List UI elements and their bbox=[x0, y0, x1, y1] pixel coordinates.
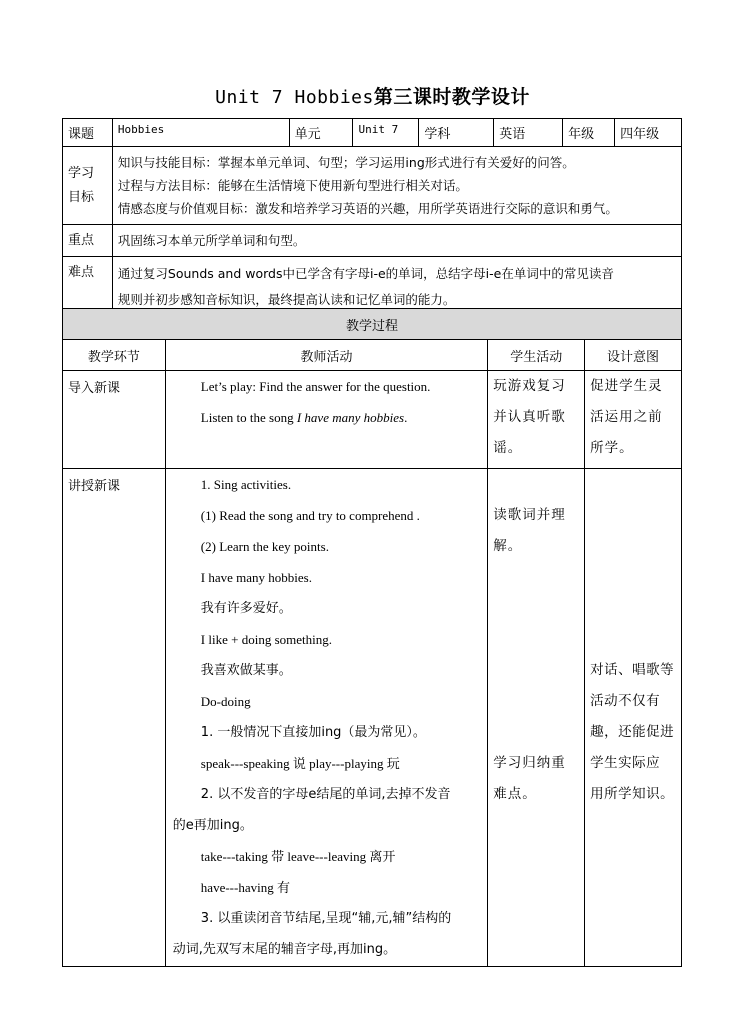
purpose-line: 趣，还能促进 bbox=[590, 724, 675, 740]
student-line: 并认真听歌 bbox=[493, 409, 566, 425]
teacher-line: 3. 以重读闭音节结尾,呈现“辅,元,辅”结构的 bbox=[200, 911, 452, 926]
col-student: 学生活动 bbox=[488, 340, 585, 371]
teacher-line: I have many hobbies. bbox=[200, 570, 312, 585]
goal-line: 知识与技能目标：掌握本单元单词、句型；学习运用ing形式进行有关爱好的问答。 bbox=[117, 155, 575, 170]
student-line: 难点。 bbox=[493, 786, 537, 802]
intro-stage: 导入新课 bbox=[63, 371, 166, 469]
goal-line: 过程与方法目标：能够在生活情境下使用新句型进行相关对话。 bbox=[117, 178, 468, 193]
subject-label: 学科 bbox=[419, 119, 494, 147]
difficult-line: 规则并初步感知音标知识，最终提高认读和记忆单词的能力。 bbox=[117, 292, 456, 307]
teacher-line: 动词,先双写末尾的辅音字母,再加ing。 bbox=[172, 942, 397, 957]
student-line: 谣。 bbox=[493, 440, 523, 456]
teacher-line: have---having 有 bbox=[200, 880, 290, 895]
key-label: 重点 bbox=[63, 225, 113, 257]
purpose-line: 活动不仅有 bbox=[590, 693, 661, 709]
new-purpose bbox=[585, 469, 682, 967]
col-teacher: 教师活动 bbox=[165, 340, 487, 371]
title-cn: 第三课时教学设计 bbox=[373, 86, 530, 108]
grade-value: 四年级 bbox=[615, 119, 682, 147]
title-latin: Unit 7 Hobbies bbox=[215, 87, 374, 108]
new-stage: 讲授新课 bbox=[63, 469, 166, 967]
process-heading: 教学过程 bbox=[63, 309, 682, 340]
teacher-line: 我喜欢做某事。 bbox=[200, 663, 292, 678]
teacher-line: I like + doing something. bbox=[200, 632, 332, 647]
goals-label-2: 目标 bbox=[68, 189, 95, 205]
process-table bbox=[62, 308, 682, 967]
topic-label: 课题 bbox=[63, 119, 113, 147]
teacher-line: 我有许多爱好。 bbox=[200, 601, 292, 616]
difficult-line: 通过复习Sounds and words中已学含有字母i-e的单词，总结字母i-e在单词中的常见读音 bbox=[117, 266, 614, 281]
purpose-line: 所学。 bbox=[590, 440, 634, 456]
teacher-line: speak---speaking 说 play---playing 玩 bbox=[200, 756, 400, 771]
info-table bbox=[62, 118, 682, 318]
teacher-line: (2) Learn the key points. bbox=[200, 539, 329, 554]
purpose-line: 对话、唱歌等 bbox=[590, 662, 675, 678]
unit-value: Unit 7 bbox=[353, 119, 419, 147]
difficult-label: 难点 bbox=[63, 257, 113, 318]
teacher-line: 1. 一般情况下直接加ing（最为常见）。 bbox=[200, 725, 426, 740]
subject-value: 英语 bbox=[494, 119, 563, 147]
intro-student bbox=[488, 371, 585, 469]
purpose-line: 促进学生灵 bbox=[590, 378, 663, 394]
teacher-line: take---taking 带 leave---leaving 离开 bbox=[200, 849, 396, 864]
new-teacher bbox=[165, 469, 487, 967]
col-stage: 教学环节 bbox=[63, 340, 166, 371]
teacher-line: 2. 以不发音的字母e结尾的单词,去掉不发音 bbox=[200, 787, 451, 802]
teacher-line: (1) Read the song and try to comprehend . bbox=[200, 508, 420, 523]
page-title bbox=[0, 82, 745, 109]
student-line: 读歌词并理 bbox=[493, 507, 566, 523]
teacher-line: Listen to the song I have many hobbies. bbox=[200, 410, 408, 425]
purpose-line: 用所学知识。 bbox=[590, 786, 675, 802]
student-line: 学习归纳重 bbox=[493, 755, 566, 771]
student-line: 解。 bbox=[493, 538, 523, 554]
topic-value: Hobbies bbox=[112, 119, 289, 147]
intro-teacher bbox=[165, 371, 487, 469]
key-text: 巩固练习本单元所学单词和句型。 bbox=[112, 225, 681, 257]
purpose-line: 学生实际应 bbox=[590, 755, 661, 771]
student-line: 玩游戏复习 bbox=[493, 378, 566, 394]
intro-purpose bbox=[585, 371, 682, 469]
teacher-line: 的e再加ing。 bbox=[172, 818, 253, 833]
teacher-line: Let’s play: Find the answer for the question. bbox=[200, 379, 431, 394]
grade-label: 年级 bbox=[563, 119, 615, 147]
purpose-line: 活运用之前 bbox=[590, 409, 663, 425]
col-purpose: 设计意图 bbox=[585, 340, 682, 371]
unit-label: 单元 bbox=[289, 119, 353, 147]
goals-label bbox=[63, 147, 113, 225]
new-student bbox=[488, 469, 585, 967]
goal-line: 情感态度与价值观目标：激发和培养学习英语的兴趣，用所学英语进行交际的意识和勇气。 bbox=[117, 201, 618, 216]
goals-label-1: 学习 bbox=[68, 165, 95, 181]
teacher-line: Do-doing bbox=[200, 694, 251, 709]
teacher-line: 1. Sing activities. bbox=[200, 477, 292, 492]
goals-text bbox=[112, 147, 681, 225]
